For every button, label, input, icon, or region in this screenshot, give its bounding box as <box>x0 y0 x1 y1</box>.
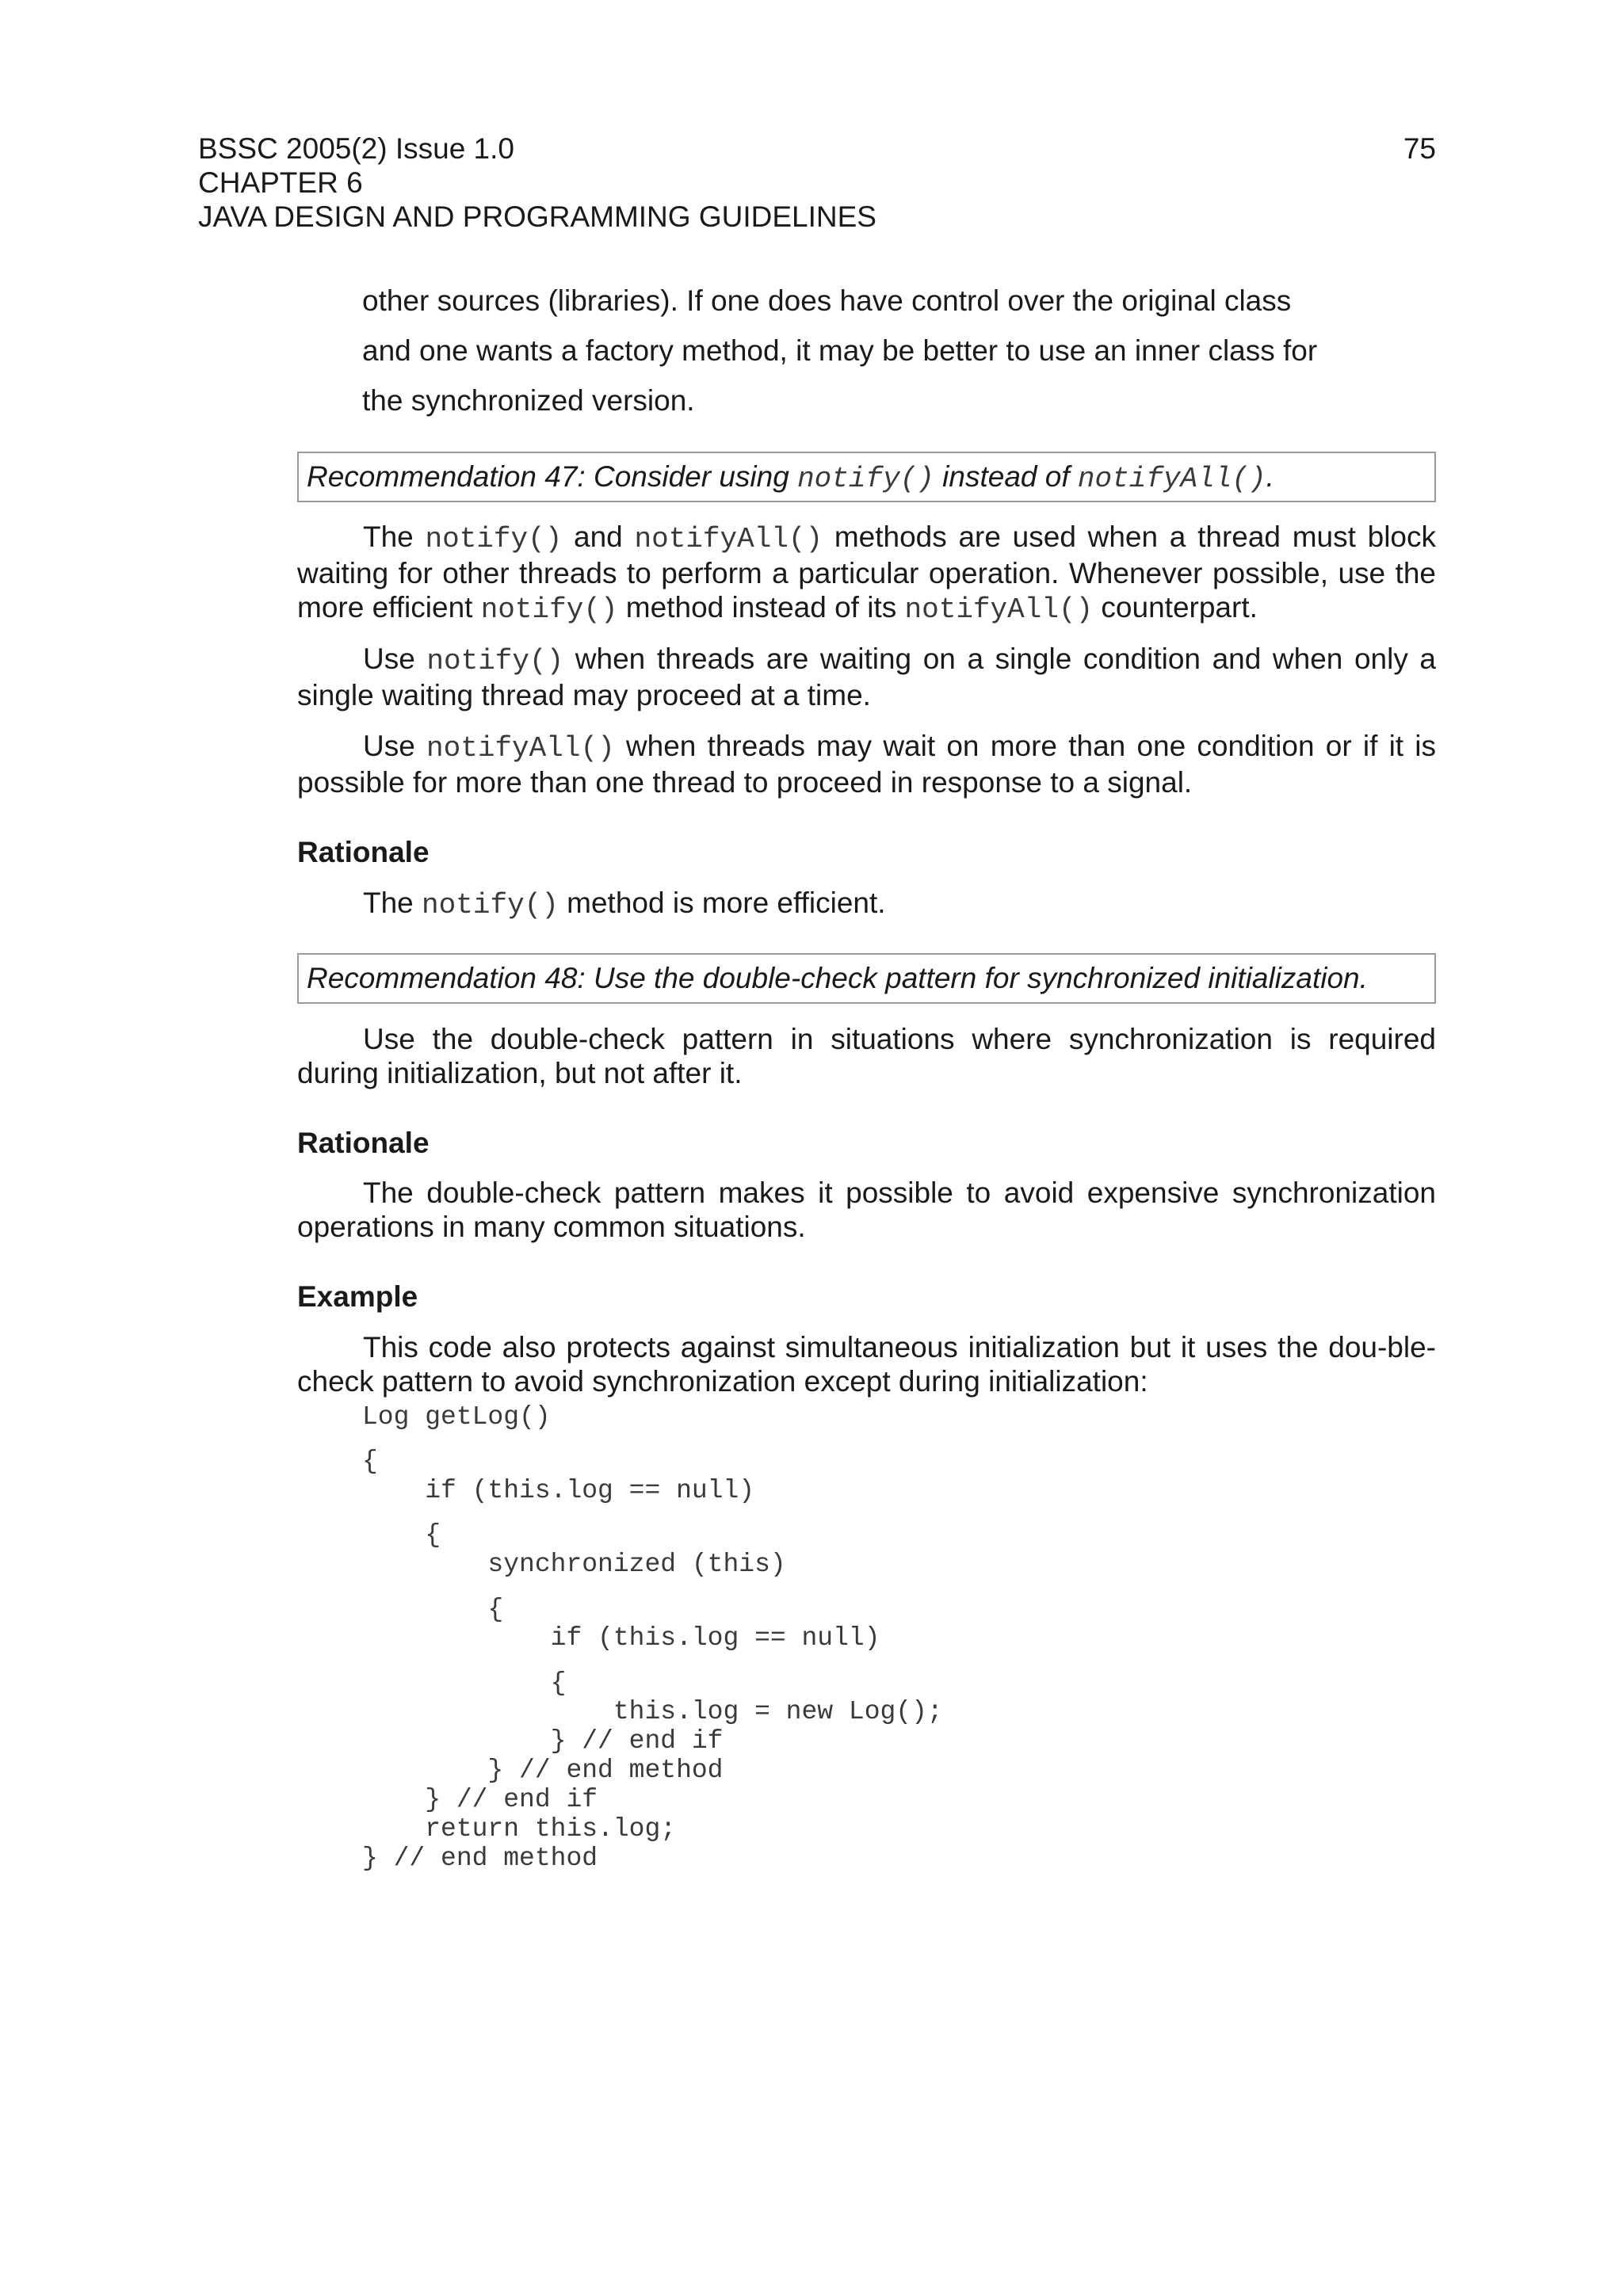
rationale-heading: Rationale <box>297 1127 430 1159</box>
code-line: { <box>362 1669 567 1698</box>
document-id: BSSC 2005(2) Issue 1.0 <box>198 132 514 165</box>
text-run: when threads are waiting on a single condition and when only a single waiting thread may proceed at a time. <box>297 643 1436 711</box>
text-run: method instead of its <box>617 591 905 624</box>
text-run: Use <box>363 730 427 762</box>
inline-code: notifyAll() <box>634 523 823 555</box>
paragraph-text: Use the double-check pattern in situations where synchronization is required during initialization, but not after it. <box>297 1023 1436 1089</box>
paragraph-text <box>297 886 1436 922</box>
text-run: counterpart. <box>1093 591 1258 624</box>
paragraph-notify-intro <box>297 520 1436 627</box>
rec48-text: Recommendation 48: Use the double-check pattern for synchronized initialization. <box>307 962 1368 994</box>
code-line: } // end if <box>362 1785 598 1814</box>
text-run: and <box>562 521 635 553</box>
continuation-line: other sources (libraries). If one does have control over the original class <box>362 284 1292 317</box>
code-line: if (this.log == null) <box>362 1476 755 1505</box>
rationale-paragraph <box>297 886 1436 922</box>
rec47-code: notifyAll() <box>1077 463 1266 495</box>
paragraph-text: This code also protects against simultaneous initialization but it uses the dou-ble-check pattern to avoid synchronization except during initialization: <box>297 1331 1436 1398</box>
code-line: { <box>362 1520 441 1550</box>
rec47-code: notify() <box>797 463 934 495</box>
continuation-line: the synchronized version. <box>362 384 695 417</box>
rec47-text: Recommendation 47: Consider using <box>307 460 798 493</box>
inline-code: notifyAll() <box>904 593 1094 626</box>
continuation-line: and one wants a factory method, it may be better to use an inner class for <box>362 334 1318 367</box>
inline-code: notifyAll() <box>426 732 615 765</box>
paragraph-text <box>297 642 1436 712</box>
code-line: if (this.log == null) <box>362 1623 880 1653</box>
text-run: Use <box>363 643 427 675</box>
code-line: synchronized (this) <box>362 1550 786 1579</box>
example-heading: Example <box>297 1280 418 1313</box>
chapter-title: JAVA DESIGN AND PROGRAMMING GUIDELINES <box>198 200 876 233</box>
example-paragraph <box>297 1330 1436 1398</box>
paragraph-text <box>297 520 1436 627</box>
code-line: return this.log; <box>362 1814 677 1844</box>
code-line: { <box>362 1447 378 1476</box>
rationale-paragraph <box>297 1176 1436 1244</box>
paragraph-double-check <box>297 1022 1436 1090</box>
text-run: The <box>363 521 426 553</box>
inline-code: notify() <box>426 645 564 677</box>
code-listing <box>362 1402 943 1873</box>
paragraph-text <box>297 729 1436 799</box>
code-line: { <box>362 1595 504 1624</box>
page-number: 75 <box>1403 132 1436 165</box>
paragraph-notifyall-use <box>297 729 1436 799</box>
code-line: Log getLog() <box>362 1402 551 1432</box>
rec47-text: instead of <box>934 460 1078 493</box>
inline-code: notify() <box>425 523 563 555</box>
text-run: methods are used when a thread must block waiting for other threads to perform a particular operation. Whenever possible, use the more efficient <box>297 521 1436 624</box>
text-run: The <box>363 887 422 919</box>
paragraph-notify-use <box>297 642 1436 712</box>
paragraph-text: The double-check pattern makes it possible to avoid expensive synchronization operations in many common situations. <box>297 1177 1436 1243</box>
text-run: when threads may wait on more than one condition or if it is possible for more than one thread to proceed in response to a signal. <box>297 730 1437 799</box>
page-header <box>198 132 1436 234</box>
rationale-heading: Rationale <box>297 836 430 868</box>
chapter-label: CHAPTER 6 <box>198 166 363 199</box>
code-line: } // end if <box>362 1726 724 1756</box>
continuation-paragraph <box>362 276 1436 425</box>
recommendation-48-box <box>297 953 1436 1004</box>
code-line: } // end method <box>362 1756 724 1785</box>
inline-code: notify() <box>480 593 618 626</box>
rec47-text: . <box>1266 460 1274 493</box>
code-line: } // end method <box>362 1844 598 1873</box>
recommendation-47-box <box>297 452 1436 502</box>
inline-code: notify() <box>422 889 559 921</box>
code-line: this.log = new Log(); <box>362 1697 943 1726</box>
text-run: method is more efficient. <box>558 887 886 919</box>
